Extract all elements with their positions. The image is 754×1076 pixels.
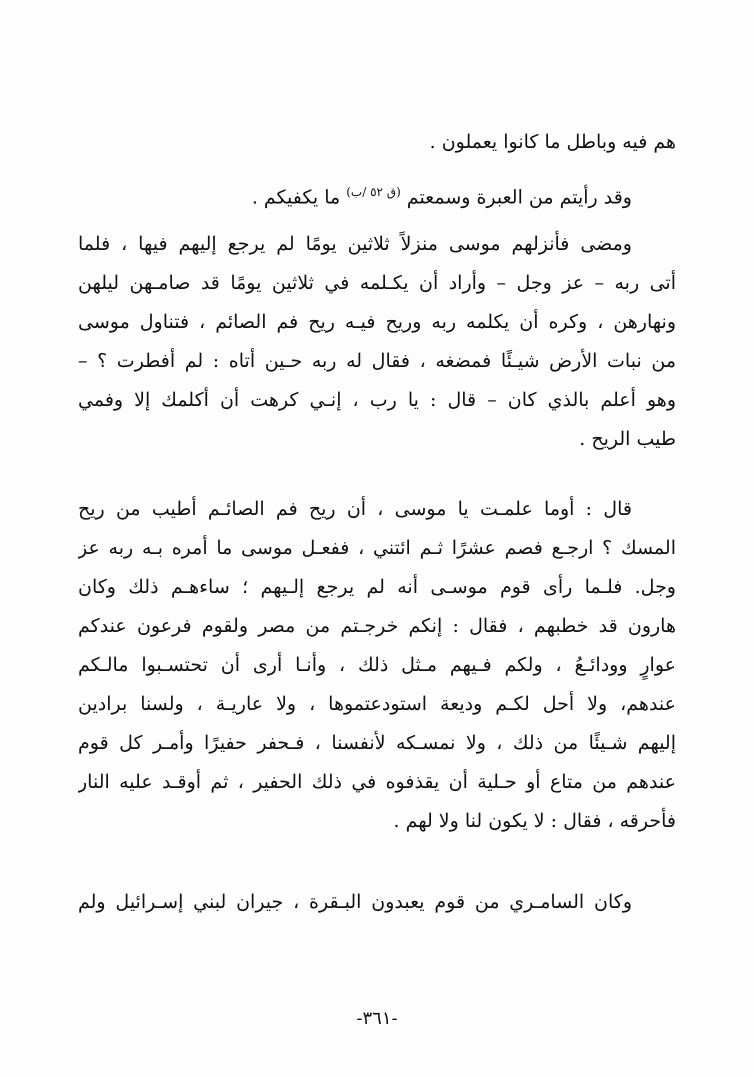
paragraph-2 — [78, 173, 676, 217]
text-line: هارون قد خطبهم ، فقال : إنكم خرجـتم من مصر ولقوم فرعون عندكم — [78, 615, 676, 637]
text-line: عوارٍ وودائـعُ ، ولكم فـيهم مـثل ذلك ، وأنـا أرى أن تحتسـبوا مالـكم — [78, 654, 676, 676]
text-line: هم فيه وباطل ما كانوا يعملون . — [429, 131, 676, 153]
line-text-before-note: وقد رأيتم من العبرة وسمعتم — [400, 186, 632, 209]
text-line: وجل. فلـما رأى قوم موسـى أنه لم يرجع إلـيهم ؛ ساءهـم ذلك وكان — [78, 576, 676, 598]
text-line: عندهم، ولا أحل لكـم وديعة استودعتموها ، ولا عاريـة ، ولسنا برادين — [78, 693, 676, 715]
manuscript-reference-note: (ق ٥٢ /ب) — [346, 185, 401, 199]
page-number: -٣٦١- — [356, 1008, 398, 1029]
text-line: وهو أعلم بالذي كان – قال : يا رب ، إنـي كرهت أن أكلمك إلا وفمي — [78, 389, 676, 411]
paragraph-1 — [78, 123, 676, 162]
text-line: المسك ؟ ارجـع فصم عشرًا ثـم ائتني ، ففعـل موسى ما أمره بـه ربه عز — [78, 537, 676, 559]
text-line: قال : أوما علمـت يا موسى ، أن ريح فم الصائـم أطيب من ريح — [78, 498, 632, 520]
line-text-after-note: ما يكفيكم . — [251, 186, 347, 209]
text-line: وكان السامـري من قوم يعبدون البـقرة ، جيران لبني إسـرائيل ولم — [78, 891, 632, 913]
text-line: ومضى فأنزلهم موسى منزلاً ثلاثين يومًا لم يرجع إليهم فيها ، فلما — [78, 233, 632, 255]
text-line: إليهم شـيئًا من ذلك ، ولا نمسـكه لأنفسنا ، فـحفر حفيرًا وأمـر كل قوم — [78, 732, 676, 754]
paragraph-4 — [78, 490, 676, 841]
paragraph-3 — [78, 225, 676, 459]
text-line: ونهارهن ، وكره أن يكلمه ربه وريح فيـه ريح فم الصائم ، فتناول موسى — [78, 311, 676, 333]
text-line: فأحرقه ، فقال : لا يكون لنا ولا لهم . — [393, 810, 676, 832]
text-line: طيب الريح . — [579, 428, 676, 450]
paragraph-5 — [78, 883, 676, 922]
text-line: من نبات الأرض شيـئًا فمضغه ، فقال له ربه حـين أتاه : لم أفطرت ؟ – — [78, 350, 676, 372]
text-line: عندهم من متاع أو حـلية أن يقذفوه في ذلك الحفير ، ثم أوقـد عليه النار — [78, 771, 676, 793]
text-line — [78, 173, 676, 217]
text-line: أتى ربه – عز وجل – وأراد أن يكـلمه في ثلاثين يومًا قد صامـهن ليلهن — [78, 272, 676, 294]
